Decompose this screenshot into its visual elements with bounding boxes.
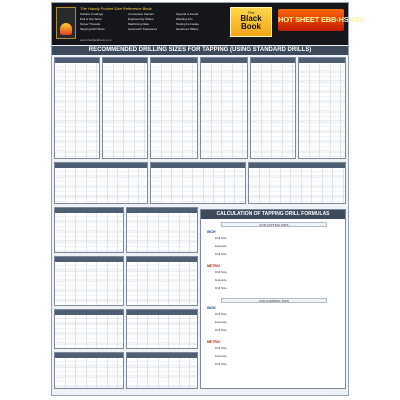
- feature-item: Speeds & Feeds: [176, 12, 199, 16]
- table-rows: [251, 63, 295, 158]
- formula-title: CALCULATION OF TAPPING DRILL FORMULAS: [201, 210, 345, 219]
- tagline: The Handy Pocket Size Reference Book: [80, 6, 152, 11]
- hot-sheet-badge: [278, 9, 364, 31]
- drill-table: [150, 162, 246, 204]
- drill-table: [54, 207, 124, 253]
- formula-subheader-metric: FOR FORMING TAPS: [221, 298, 327, 303]
- feature-item: Welding Info: [176, 17, 193, 21]
- table-rows: [127, 358, 197, 388]
- feature-item: Engineering Tables: [128, 17, 154, 21]
- formula-line: Drill Size: [215, 328, 227, 332]
- feature-item: Tooling Formulas: [176, 22, 199, 26]
- table-rows: [151, 63, 197, 158]
- table-rows: [127, 213, 197, 252]
- drill-table: [54, 57, 100, 159]
- formula-line: Drill Size: [215, 286, 227, 290]
- table-rows: [201, 63, 247, 158]
- feature-item: Drill & Tap Sizes: [80, 17, 102, 21]
- drill-table: [54, 162, 148, 204]
- table-rows: [151, 168, 245, 203]
- drill-table: [200, 57, 248, 159]
- table-rows: [55, 262, 123, 305]
- feature-item: Geometric Tolerances: [128, 27, 158, 31]
- formula-line: Drill Size: [215, 252, 227, 256]
- logo-black: Black: [240, 14, 262, 23]
- drill-table: [102, 57, 148, 159]
- table-rows: [249, 168, 345, 203]
- drill-table: [298, 57, 346, 159]
- table-rows: [55, 63, 99, 158]
- feature-item: Conversion Factors: [128, 12, 155, 16]
- hot-sheet: [51, 2, 364, 396]
- book-cover-image: [56, 7, 76, 39]
- table-rows: [55, 213, 123, 252]
- feature-list: [80, 12, 222, 31]
- formula-line: Example: [215, 244, 227, 248]
- feature-item: Tapping Drill Sizes: [80, 27, 105, 31]
- drill-table: [248, 162, 346, 204]
- table-rows: [55, 358, 123, 388]
- metric-tag: METRIC: [207, 340, 221, 344]
- formula-line: Drill Size: [215, 312, 227, 316]
- formula-line: Drill Size: [215, 236, 227, 240]
- formula-line: Drill Size: [215, 346, 227, 350]
- drill-table: [250, 57, 296, 159]
- formula-line: Drill Size: [215, 270, 227, 274]
- black-book-logo: [230, 7, 272, 37]
- table-rows: [103, 63, 147, 158]
- formula-line: Example: [215, 320, 227, 324]
- table-rows: [127, 315, 197, 348]
- drill-table: [126, 352, 198, 389]
- logo-the: The: [247, 10, 255, 15]
- formula-line: Drill Size: [215, 362, 227, 366]
- drill-table: [54, 352, 124, 389]
- drill-table: [126, 256, 198, 306]
- feature-item: Screw Threads: [80, 22, 101, 26]
- feature-item: Surface Coatings: [80, 12, 104, 16]
- hot-sheet-title: HOT SHEET EBB-HS-E22: [278, 15, 364, 24]
- drill-table: [126, 309, 198, 349]
- formula-line: Example: [215, 354, 227, 358]
- table-rows: [55, 315, 123, 348]
- table-rows: [127, 262, 197, 305]
- formula-line: Example: [215, 278, 227, 282]
- logo-book: Book: [241, 22, 261, 31]
- formula-subheader-inch: FOR CUTTING TAPS: [221, 222, 327, 227]
- metric-tag: METRIC: [207, 264, 221, 268]
- drill-table: [150, 57, 198, 159]
- formula-panel: [200, 209, 346, 389]
- table-rows: [55, 168, 147, 203]
- table-rows: [299, 63, 345, 158]
- drill-table: [54, 256, 124, 306]
- drill-table: [54, 309, 124, 349]
- inch-tag: INCH: [207, 230, 216, 234]
- main-title: RECOMMENDED DRILLING SIZES FOR TAPPING (USING STANDARD DRILLS): [52, 46, 348, 55]
- sheet-header: [52, 3, 364, 45]
- feature-item: Hardness Tables: [176, 27, 199, 31]
- feature-item: Machining Data: [128, 22, 149, 26]
- flame-icon: [60, 23, 72, 35]
- inch-tag: INCH: [207, 306, 216, 310]
- website-text: www.theblackbook.com: [80, 38, 112, 42]
- drill-table: [126, 207, 198, 253]
